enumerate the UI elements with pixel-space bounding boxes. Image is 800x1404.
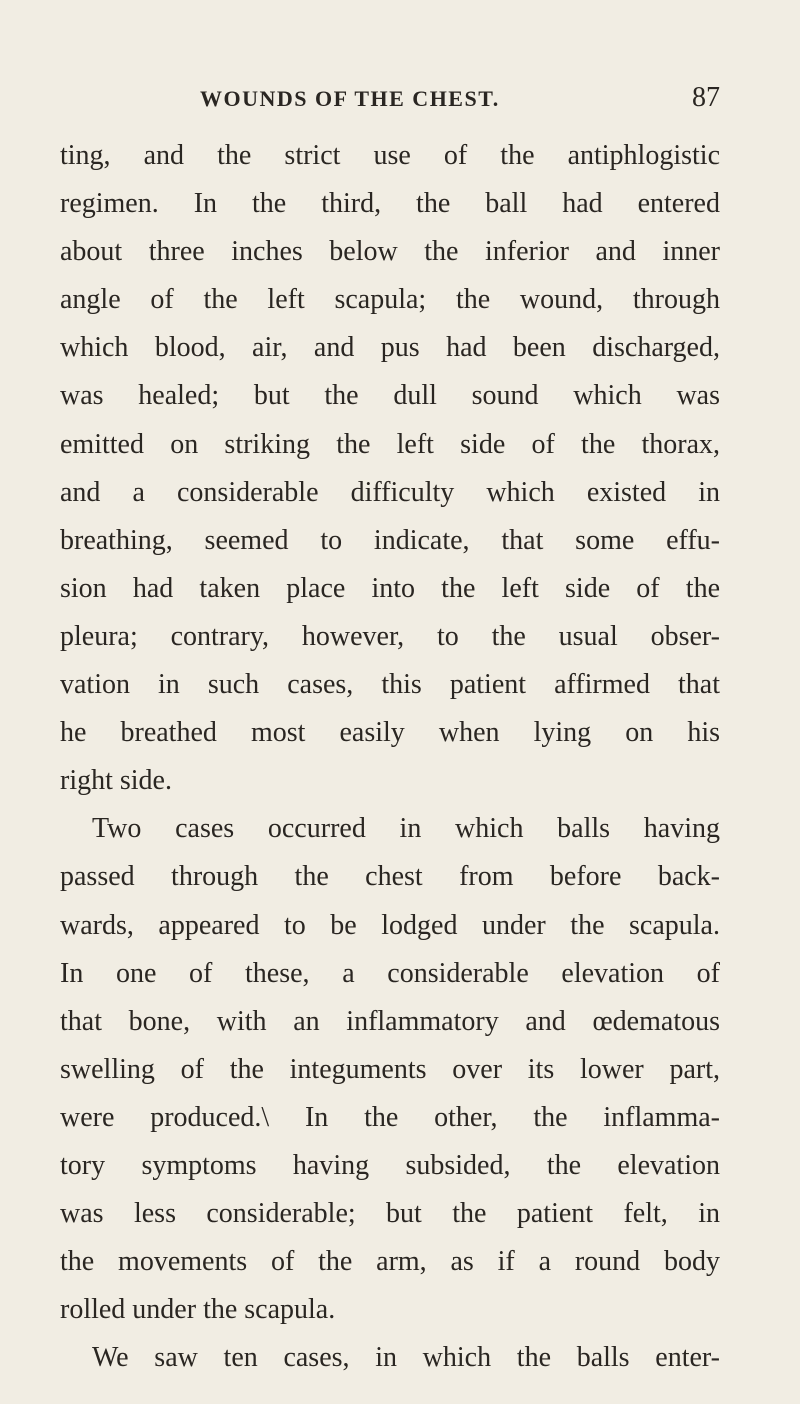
text-line: about three inches below the inferior and inner: [60, 236, 720, 268]
text-line: which blood, air, and pus had been discharged,: [60, 332, 720, 364]
text-line: was healed; but the dull sound which was: [60, 380, 720, 412]
text-line: tory symptoms having subsided, the elevation: [60, 1149, 720, 1181]
text-line: angle of the left scapula; the wound, through: [60, 284, 720, 316]
text-line: swelling of the integuments over its lower part,: [60, 1053, 720, 1085]
text-line: he breathed most easily when lying on his: [60, 717, 720, 749]
text-line: was less considerable; but the patient felt, in: [60, 1198, 720, 1230]
text-line: In one of these, a considerable elevation of: [60, 957, 720, 989]
running-head: [90, 82, 720, 120]
text-line: rolled under the scapula.: [60, 1294, 336, 1326]
text-line: sion had taken place into the left side of the: [60, 572, 720, 604]
text-line: ting, and the strict use of the antiphlogistic: [60, 140, 720, 171]
text-line: vation in such cases, this patient affirmed that: [60, 669, 720, 701]
page-number: 87: [692, 82, 720, 113]
text-line: regimen. In the third, the ball had entered: [60, 188, 720, 220]
text-line: passed through the chest from before back-: [60, 861, 720, 893]
text-line: were produced.\ In the other, the inflamma-: [60, 1101, 720, 1133]
text-line: emitted on striking the left side of the thorax,: [60, 428, 720, 460]
body-text: [60, 132, 720, 1382]
text-line: Two cases occurred in which balls having: [92, 813, 720, 845]
running-title: WOUNDS OF THE CHEST.: [200, 86, 500, 111]
text-line: pleura; contrary, however, to the usual obser-: [60, 620, 720, 652]
text-line: wards, appeared to be lodged under the scapula.: [60, 909, 720, 941]
text-line: We saw ten cases, in which the balls enter-: [92, 1342, 720, 1374]
text-line: the movements of the arm, as if a round body: [60, 1246, 720, 1278]
text-line: that bone, with an inflammatory and œdematous: [60, 1005, 720, 1037]
text-line: and a considerable difficulty which existed in: [60, 476, 720, 508]
text-line: breathing, seemed to indicate, that some effu-: [60, 524, 720, 556]
text-line: right side.: [60, 765, 172, 797]
